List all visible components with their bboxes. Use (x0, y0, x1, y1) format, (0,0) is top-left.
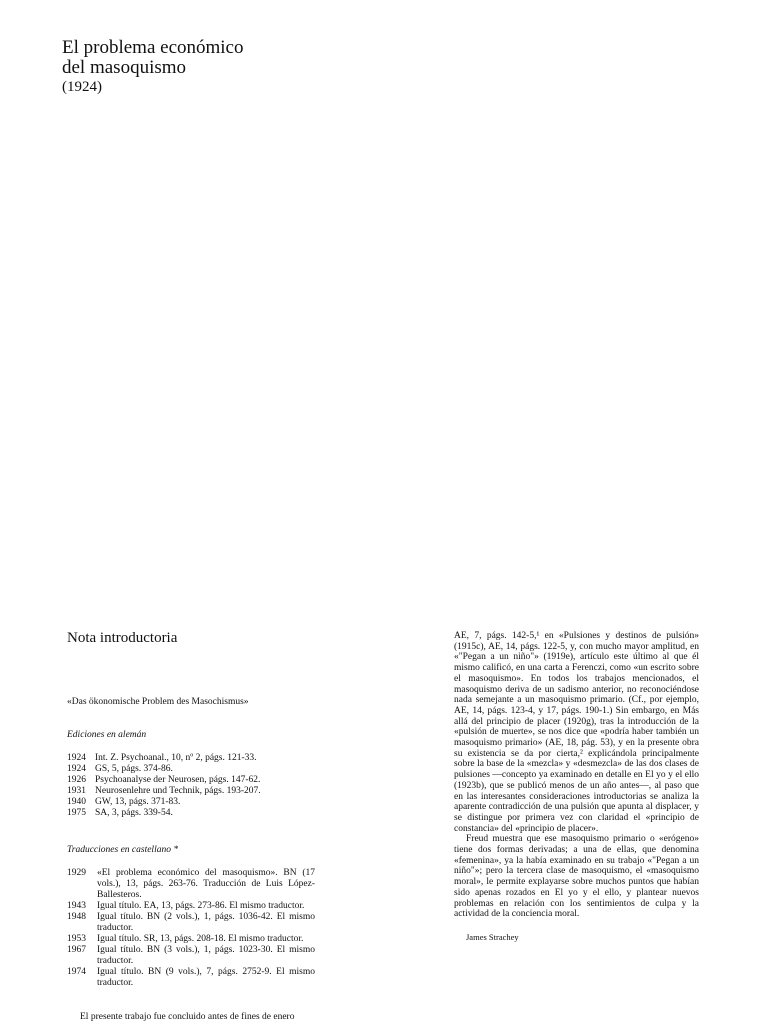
edition-text: Neurosenlehre und Technik, págs. 193-207. (95, 786, 261, 796)
translation-row (67, 967, 315, 989)
edition-year: 1924 (67, 753, 86, 763)
section-title: Nota introductoria (67, 630, 178, 646)
footer-text: El presente trabajo fue concluido antes de fines de enero (80, 1012, 295, 1022)
edition-year: 1931 (67, 786, 86, 796)
chapter-title (62, 38, 244, 96)
paragraph-2: Freud muestra que ese masoquismo primario o «erógeno» tiene dos formas derivadas; a una de ellas, que denomina «femenina», ya la había examinado en su trabajo «"Pegan a un niño"»; pero la tercera clase de masoquismo, el «masoquismo moral», le permite explayarse sobre muchos puntos que habían sido apenas rozados en El yo y el ello, y plantear nuevos problemas en relación con los sentimientos de culpa y la actividad de la conciencia moral. (454, 834, 699, 920)
edition-row (67, 786, 315, 797)
right-column (454, 631, 699, 943)
edition-year: 1924 (67, 764, 86, 774)
translation-row (67, 912, 315, 934)
translation-year: 1974 (67, 967, 86, 977)
edition-year: 1975 (67, 808, 86, 818)
translation-text: Igual título. BN (3 vols.), 1, págs. 1023-30. El mismo traductor. (97, 945, 315, 966)
edition-year: 1926 (67, 775, 86, 785)
original-title: «Das ökonomische Problem des Masochismus» (67, 697, 249, 707)
title-line-1: El problema económico (62, 37, 244, 58)
edition-year: 1940 (67, 797, 86, 807)
translation-year: 1948 (67, 912, 86, 922)
translation-text: Igual título. BN (2 vols.), 1, págs. 1036-42. El mismo traductor. (97, 912, 315, 933)
edition-text: Psychoanalyse der Neurosen, págs. 147-62. (95, 775, 261, 785)
edition-text: SA, 3, págs. 339-54. (95, 808, 173, 818)
translation-text: «El problema económico del masoquismo». BN (17 vols.), 13, págs. 263-76. Traducción de Luis López-Ballesteros. (97, 868, 315, 900)
translation-text: Igual título. EA, 13, págs. 273-86. El mismo traductor. (97, 901, 305, 911)
translation-year: 1943 (67, 901, 86, 911)
left-column (67, 697, 315, 989)
translation-text: Igual título. BN (9 vols.), 7, págs. 2752-9. El mismo traductor. (97, 967, 315, 988)
translation-year: 1929 (67, 868, 86, 878)
translations-list (67, 868, 315, 989)
translation-text: Igual título. SR, 13, págs. 208-18. El mismo traductor. (97, 934, 304, 944)
translation-year: 1953 (67, 934, 86, 944)
title-year: (1924) (62, 79, 102, 95)
edition-text: GW, 13, págs. 371-83. (95, 797, 181, 807)
edition-row (67, 764, 315, 775)
translation-year: 1967 (67, 945, 86, 955)
edition-row (67, 797, 315, 808)
translation-row (67, 934, 315, 945)
title-line-2: del masoquismo (62, 57, 187, 78)
translation-row (67, 868, 315, 901)
edition-text: GS, 5, págs. 374-86. (95, 764, 173, 774)
edition-row (67, 753, 315, 764)
edition-text: Int. Z. Psychoanal., 10, nº 2, págs. 121-33. (95, 753, 257, 763)
translation-row (67, 901, 315, 912)
translation-row (67, 945, 315, 967)
author-signature: James Strachey (466, 931, 519, 942)
paragraph-1: AE, 7, págs. 142-5,¹ en «Pulsiones y destinos de pulsión» (1915c), AE, 14, págs. 122-5, y, con mucho mayor amplitud, en «"Pegan a un niño"» (1919e), artículo este último al que él mismo calificó, en una carta a Ferenczi, como «un escrito sobre el masoquismo». En todos los trabajos mencionados, el masoquismo deriva de un sadismo anterior, no reconociéndose nada semejante a un masoquismo primario. (Cf., por ejemplo, AE, 14, págs. 123-4, y 17, págs. 190-1.) Sin embargo, en Más allá del principio de placer (1920g), tras la introducción de la «pulsión de muerte», se nos dice que «podría haber también un masoquismo primario» (AE, 18, pág. 53), y en la presente obra su existencia se da por cierta,² explicándola principalmente sobre la base de la «mezcla» y «desmezcla» de las dos clases de pulsiones —concepto ya examinado en detalle en El yo y el ello (1923b), que se publicó menos de un año antes—, al paso que en las interesantes consideraciones introductorias se analiza la aparente contradicción de una pulsión que apunta al displacer, y se distingue por primera vez con claridad el «principio de constancia» del «principio de placer». (454, 631, 699, 834)
editions-heading: Ediciones en alemán (67, 730, 147, 740)
editions-list (67, 753, 315, 819)
edition-row (67, 775, 315, 786)
edition-row (67, 808, 315, 819)
translations-heading: Traducciones en castellano * (67, 845, 179, 855)
